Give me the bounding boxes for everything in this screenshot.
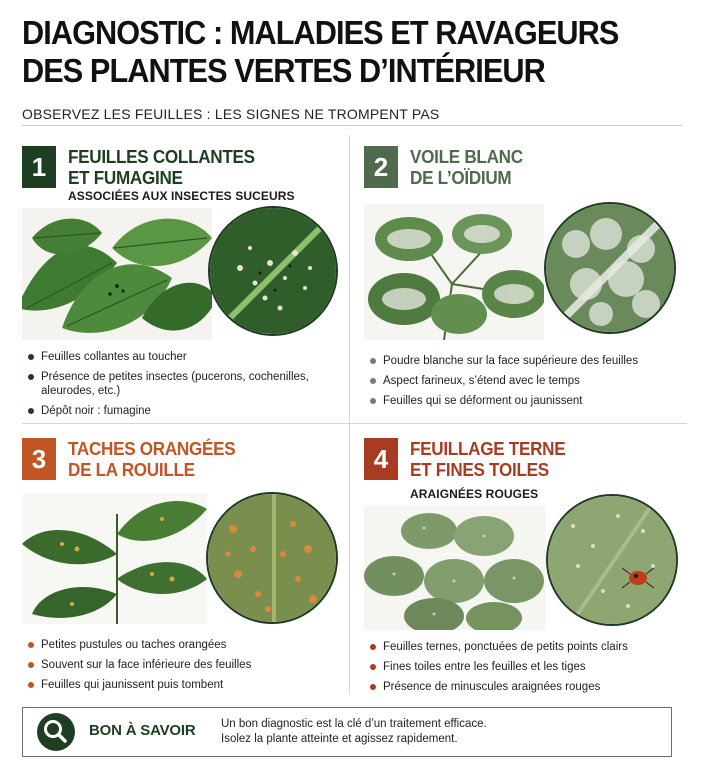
page-title-line-2: DES PLANTES VERTES D’INTÉRIEUR — [22, 52, 545, 89]
symptom-list — [370, 354, 680, 414]
list-item: Feuilles qui se déforment ou jaunissent — [370, 394, 680, 408]
panel-subtitle: ASSOCIÉES AUX INSECTES SUCEURS — [68, 189, 295, 203]
tip-label: BON À SAVOIR — [89, 722, 196, 739]
list-item: Souvent sur la face inférieure des feuilles — [28, 658, 328, 672]
tip-text — [221, 717, 487, 747]
bullet-dot — [28, 374, 34, 380]
tip-box — [22, 707, 672, 757]
list-item: Feuilles collantes au toucher — [28, 350, 328, 364]
header-divider — [22, 125, 682, 126]
list-item: Feuilles qui jaunissent puis tombent — [28, 678, 328, 692]
panel-spider-mites — [364, 438, 684, 718]
plant-photo — [22, 494, 207, 624]
magnifier-icon — [37, 713, 75, 751]
panel-number-badge: 1 — [22, 146, 56, 188]
list-item: Petites pustules ou taches orangées — [28, 638, 328, 652]
list-item: Poudre blanche sur la face supérieure des feuilles — [370, 354, 680, 368]
page-title — [22, 14, 645, 90]
panel-title-line-2: DE LA ROUILLE — [68, 460, 195, 480]
panel-sticky-leaves — [22, 146, 342, 426]
page-title-line-1: DIAGNOSTIC : MALADIES ET RAVAGEURS — [22, 14, 619, 51]
panel-subtitle: ARAIGNÉES ROUGES — [410, 487, 539, 501]
bullet-dot — [370, 644, 376, 650]
bullet-dot — [28, 408, 34, 414]
bullet-dot — [370, 358, 376, 364]
panel-number-badge: 3 — [22, 438, 56, 480]
bullet-dot — [28, 354, 34, 360]
tip-text-line-1: Un bon diagnostic est la clé d’un traitement efficace. — [221, 718, 487, 730]
panel-title-line-1: FEUILLES COLLANTES — [68, 147, 255, 167]
bullet-dot — [28, 662, 34, 668]
panel-title — [68, 147, 255, 189]
panel-title-line-2: ET FUMAGINE — [68, 168, 183, 188]
panel-rust — [22, 438, 342, 718]
bullet-dot — [370, 398, 376, 404]
list-item: Présence de petites insectes (pucerons, cochenilles, aleurodes, etc.) — [28, 370, 328, 398]
symptom-list — [28, 638, 328, 698]
list-item: Feuilles ternes, ponctuées de petits points clairs — [370, 640, 680, 654]
plant-photo — [22, 208, 212, 340]
panel-title-line-1: VOILE BLANC — [410, 147, 523, 167]
closeup-photo — [208, 206, 338, 336]
closeup-photo — [546, 494, 678, 626]
page-subtitle: OBSERVEZ LES FEUILLES : LES SIGNES NE TROMPENT PAS — [22, 106, 440, 122]
list-item: Présence de minuscules araignées rouges — [370, 680, 680, 694]
panel-title — [68, 439, 235, 481]
list-item: Dépôt noir : fumagine — [28, 404, 328, 418]
closeup-photo — [544, 202, 676, 334]
symptom-list — [28, 350, 328, 424]
bullet-dot — [370, 684, 376, 690]
panel-title — [410, 439, 565, 481]
panel-title-line-2: DE L’OÏDIUM — [410, 168, 512, 188]
list-item: Fines toiles entre les feuilles et les tiges — [370, 660, 680, 674]
panel-number-badge: 4 — [364, 438, 398, 480]
bullet-dot — [28, 682, 34, 688]
bullet-dot — [370, 378, 376, 384]
bullet-dot — [28, 642, 34, 648]
plant-photo — [364, 506, 546, 630]
panel-number-badge: 2 — [364, 146, 398, 188]
tip-text-line-2: Isolez la plante atteinte et agissez rapidement. — [221, 733, 458, 745]
panel-powdery-mildew — [364, 146, 684, 426]
plant-photo — [364, 204, 544, 340]
panel-title-line-1: TACHES ORANGÉES — [68, 439, 236, 459]
closeup-photo — [206, 492, 338, 624]
bullet-dot — [370, 664, 376, 670]
list-item: Aspect farineux, s’étend avec le temps — [370, 374, 680, 388]
panel-title-line-2: ET FINES TOILES — [410, 460, 549, 480]
panel-title — [410, 147, 523, 189]
symptom-list — [370, 640, 680, 700]
panel-title-line-1: FEUILLAGE TERNE — [410, 439, 566, 459]
vertical-divider — [349, 135, 350, 695]
